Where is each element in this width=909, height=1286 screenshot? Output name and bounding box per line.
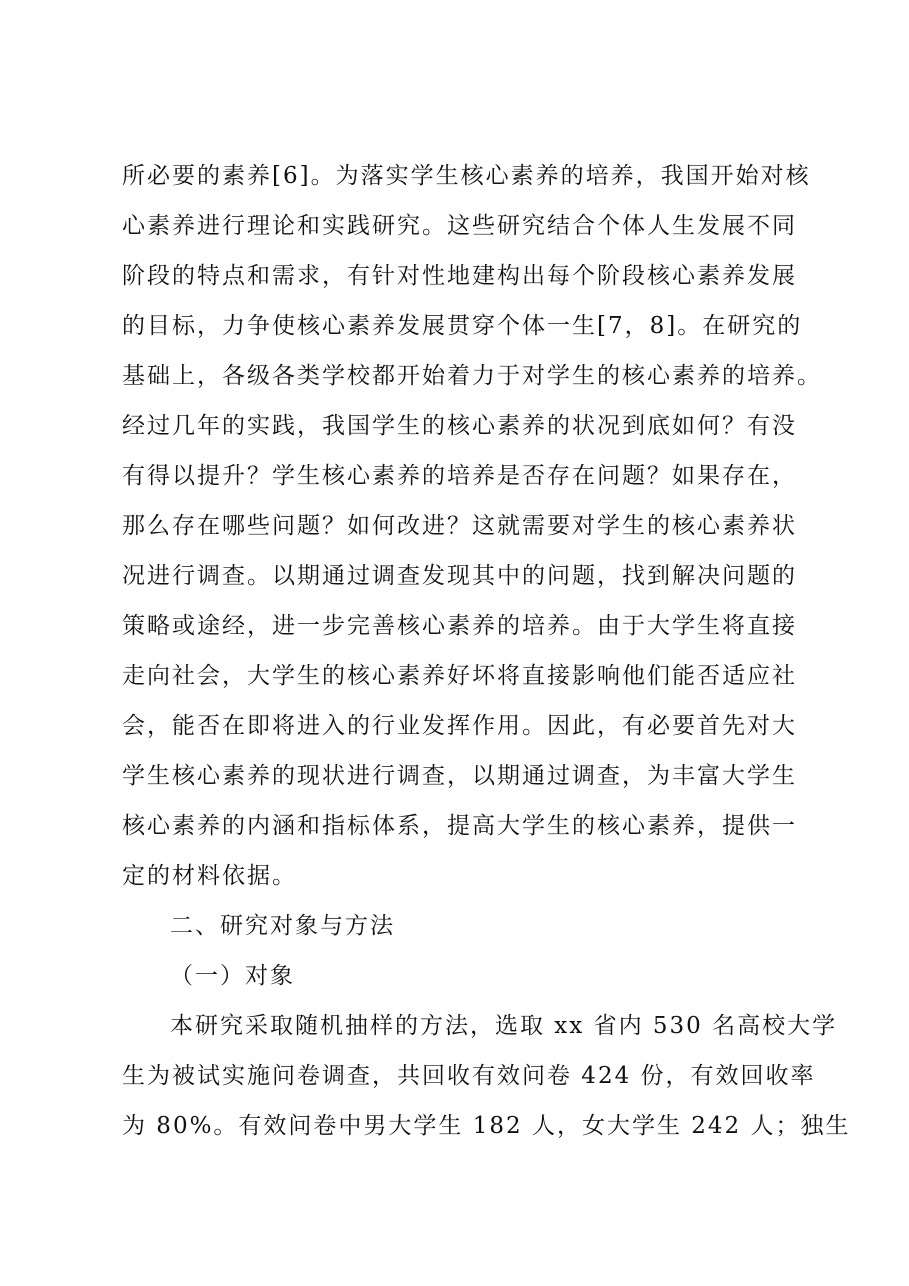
text-line: 的目标，力争使核心素养发展贯穿个体一生[7，8]。在研究的 — [122, 313, 803, 339]
text-line: 所必要的素养[6]。为落实学生核心素养的培养，我国开始对核 — [122, 163, 811, 189]
text-line: 况进行调查。以期通过调查发现其中的问题，找到解决问题的 — [122, 563, 797, 589]
text-line: 策略或途经，进一步完善核心素养的培养。由于大学生将直接 — [122, 613, 797, 639]
text-line: 核心素养的内涵和指标体系，提高大学生的核心素养，提供一 — [122, 813, 797, 839]
text-line: 基础上，各级各类学校都开始着力于对学生的核心素养的培养。 — [122, 363, 822, 389]
text-line: 阶段的特点和需求，有针对性地建构出每个阶段核心素养发展 — [122, 263, 797, 289]
text-line: 走向社会，大学生的核心素养好坏将直接影响他们能否适应社 — [122, 663, 797, 689]
text-line: 定的材料依据。 — [122, 863, 297, 889]
text-line: 会，能否在即将进入的行业发挥作用。因此，有必要首先对大 — [122, 713, 797, 739]
text-line: 学生核心素养的现状进行调查，以期通过调查，为丰富大学生 — [122, 763, 797, 789]
text-line: 那么存在哪些问题？如何改进？这就需要对学生的核心素养状 — [122, 513, 797, 539]
text-line: 经过几年的实践，我国学生的核心素养的状况到底如何？有没 — [122, 413, 797, 439]
section-heading: 二、研究对象与方法 — [170, 913, 395, 939]
text-line: 生为被试实施问卷调查，共回收有效问卷 424 份，有效回收率 — [122, 1063, 816, 1089]
text-line: 心素养进行理论和实践研究。这些研究结合个体人生发展不同 — [122, 213, 797, 239]
text-line: 本研究采取随机抽样的方法，选取 xx 省内 530 名高校大学 — [170, 1013, 838, 1039]
subsection-heading: （一）对象 — [170, 963, 295, 989]
text-line: 为 80%。有效问卷中男大学生 182 人，女大学生 242 人；独生 — [122, 1113, 851, 1139]
text-line: 有得以提升？学生核心素养的培养是否存在问题？如果存在， — [122, 463, 797, 489]
